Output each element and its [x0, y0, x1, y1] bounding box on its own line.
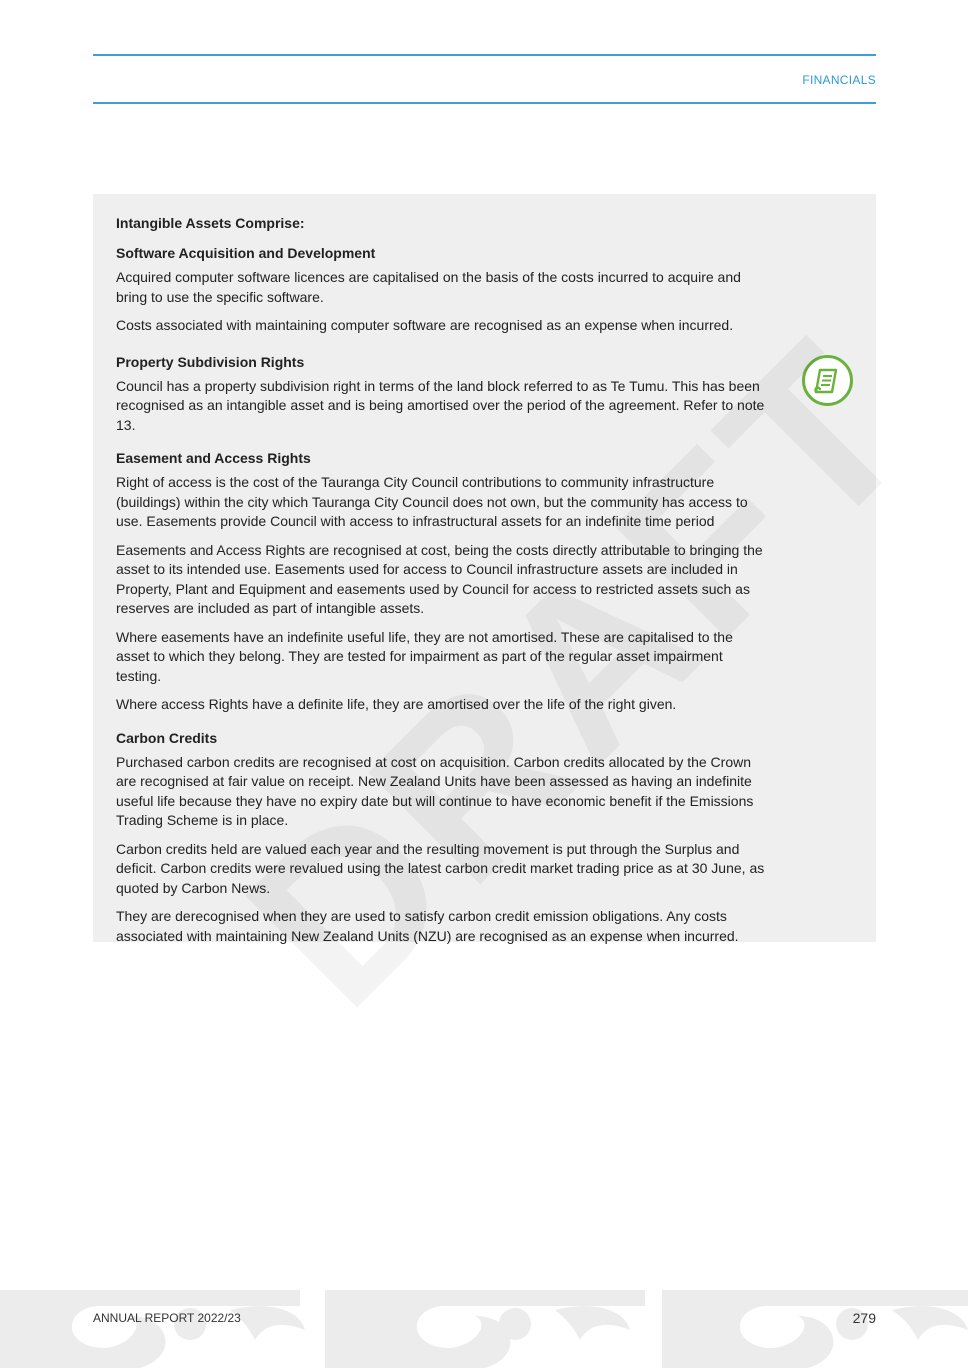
footer-report-label: ANNUAL REPORT 2022/23 — [93, 1311, 241, 1325]
section-heading: Easement and Access Rights — [116, 450, 311, 466]
page-number: 279 — [852, 1310, 876, 1326]
policy-document-icon — [801, 354, 854, 407]
paragraph: Carbon credits held are valued each year and the resulting movement is put through the Surplus and deficit. Carbon credits were revalued using the latest carbon credit market trading price as at 30 June, as quoted by Carbon News. — [116, 840, 765, 896]
paragraph: Where easements have an indefinite useful life, they are not amortised. These are capitalised to the asset to which they belong. They are tested for impairment as part of the regular asset impairment testing. — [116, 628, 733, 684]
section-easement-access — [116, 449, 766, 715]
section-property-subdivision — [116, 353, 766, 436]
paragraph: Easements and Access Rights are recognised at cost, being the costs directly attributable to bringing the asset to its intended use. Easements used for access to Council infrastructure assets are included in Property, Plant and Equipment and easements used by Council for access to restricted assets such as reserves are included as part of intangible assets. — [116, 541, 763, 616]
section-heading: Software Acquisition and Development — [116, 245, 376, 261]
paragraph: Costs associated with maintaining computer software are recognised as an expense when incurred. — [116, 317, 734, 333]
paragraph: Council has a property subdivision right in terms of the land block referred to as Te Tumu. This has been recognised as an intangible asset and is being amortised over the period of the agreement. Refer to note 13. — [116, 377, 765, 433]
section-carbon-credits — [116, 729, 766, 947]
header-top-rule — [93, 54, 876, 56]
paragraph: Right of access is the cost of the Tauranga City Council contributions to community infrastructure (buildings) within the city which Tauranga City Council does not own, but the community has access to use. Easements provide Council with access to infrastructural assets for an indefinite time period — [116, 474, 748, 529]
panel-title: Intangible Assets Comprise: — [116, 215, 305, 231]
paragraph: They are derecognised when they are used to satisfy carbon credit emission obligations. Any costs associated with maintaining New Zealand Units (NZU) are recognised as an expense when incurred. — [116, 908, 739, 944]
section-heading: Property Subdivision Rights — [116, 353, 305, 370]
section-software — [116, 244, 766, 336]
header-bottom-rule — [93, 102, 876, 104]
paragraph: Where access Rights have a definite life, they are amortised over the life of the right given. — [116, 696, 677, 712]
paragraph: Purchased carbon credits are recognised at cost on acquisition. Carbon credits allocated by the Crown are recognised at fair value on receipt. New Zealand Units have been assessed as having an indefinite useful life because they have no expiry date but will continue to have economic benefit if the Emissions Trading Scheme is in place. — [116, 753, 754, 828]
section-label: FINANCIALS — [802, 73, 876, 87]
intangible-assets-panel — [93, 194, 876, 942]
paragraph: Acquired computer software licences are capitalised on the basis of the costs incurred to acquire and bring to use the specific software. — [116, 269, 741, 305]
section-heading: Carbon Credits — [116, 729, 218, 746]
